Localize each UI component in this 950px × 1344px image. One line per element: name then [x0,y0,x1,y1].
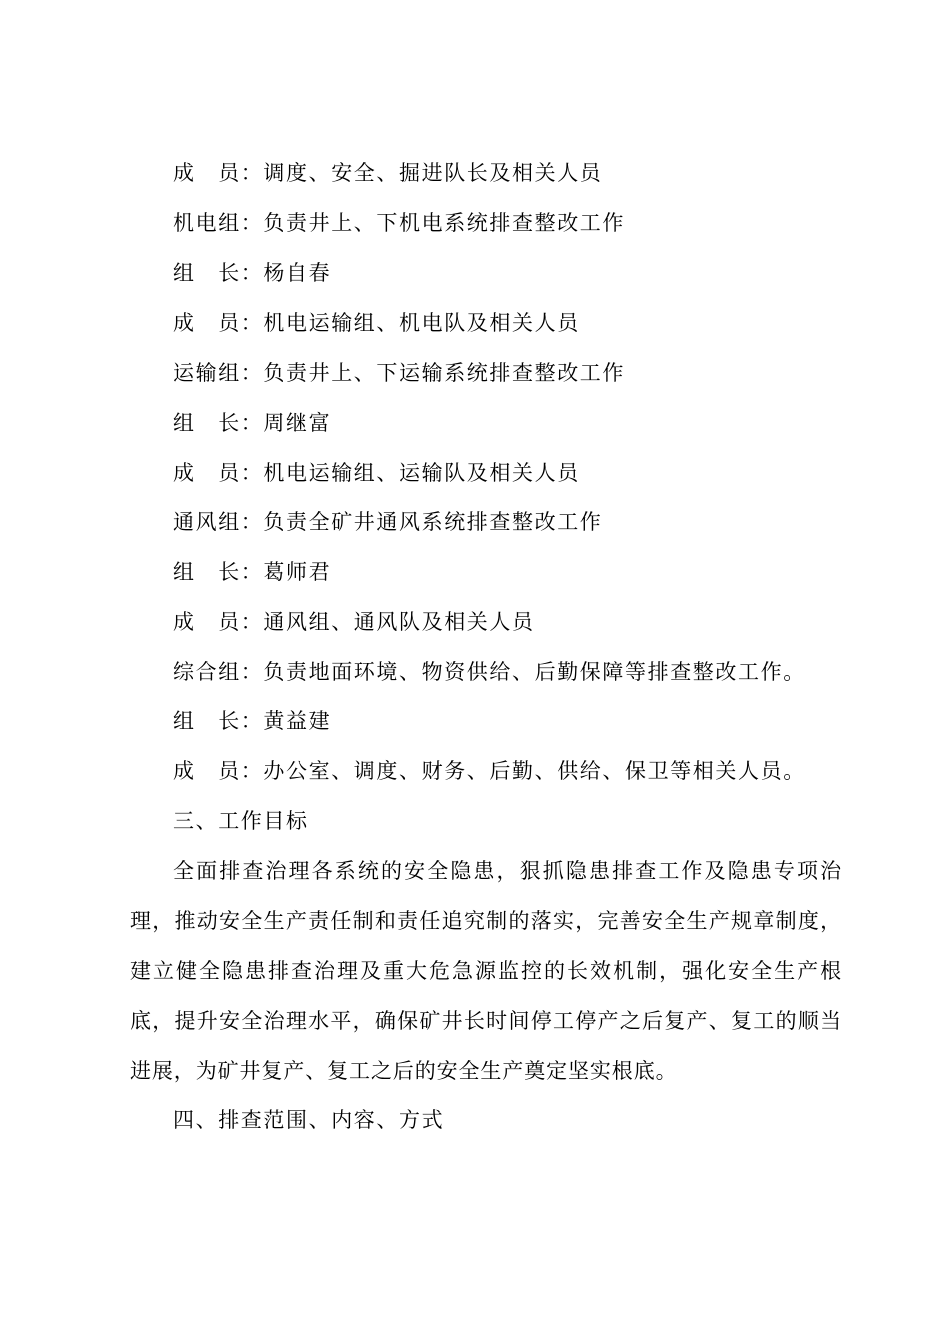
text-line-4: 成 员：机电运输组、机电队及相关人员 [173,311,580,335]
text-line-6: 组 长：周继富 [173,411,332,435]
text-line-8: 通风组：负责全矿井通风系统排查整改工作 [173,510,603,534]
text-line-12: 组 长：黄益建 [173,709,332,733]
text-line-3: 组 长：杨自春 [173,261,332,285]
text-line-13: 成 员：办公室、调度、财务、后勤、供给、保卫等相关人员。 [173,759,806,783]
section-heading-four: 四、排查范围、内容、方式 [173,1108,445,1132]
text-line-9: 组 长：葛师君 [173,560,332,584]
text-line-7: 成 员：机电运输组、运输队及相关人员 [173,461,580,485]
section-heading-three: 三、工作目标 [173,809,309,833]
text-line-2: 机电组：负责井上、下机电系统排查整改工作 [173,211,625,235]
text-line-5: 运输组：负责井上、下运输系统排查整改工作 [173,361,625,385]
text-line-1: 成 员：调度、安全、掘进队长及相关人员 [173,161,603,185]
text-line-10: 成 员：通风组、通风队及相关人员 [173,610,535,634]
work-goal-paragraph: 全面排查治理各系统的安全隐患，狠抓隐患排查工作及隐患专项治理，推动安全生产责任制和责任追究制的落实，完善安全生产规章制度，建立健全隐患排查治理及重大危急源监控的长效机制，强化安全生产根底，提升安全治理水平，确保矿井长时间停工停产之后复产、复工的顺当进展，为矿井复产、复工之后的安全生产奠定坚实根底。 [130,859,842,1083]
text-line-11: 综合组：负责地面环境、物资供给、后勤保障等排查整改工作。 [173,660,806,684]
